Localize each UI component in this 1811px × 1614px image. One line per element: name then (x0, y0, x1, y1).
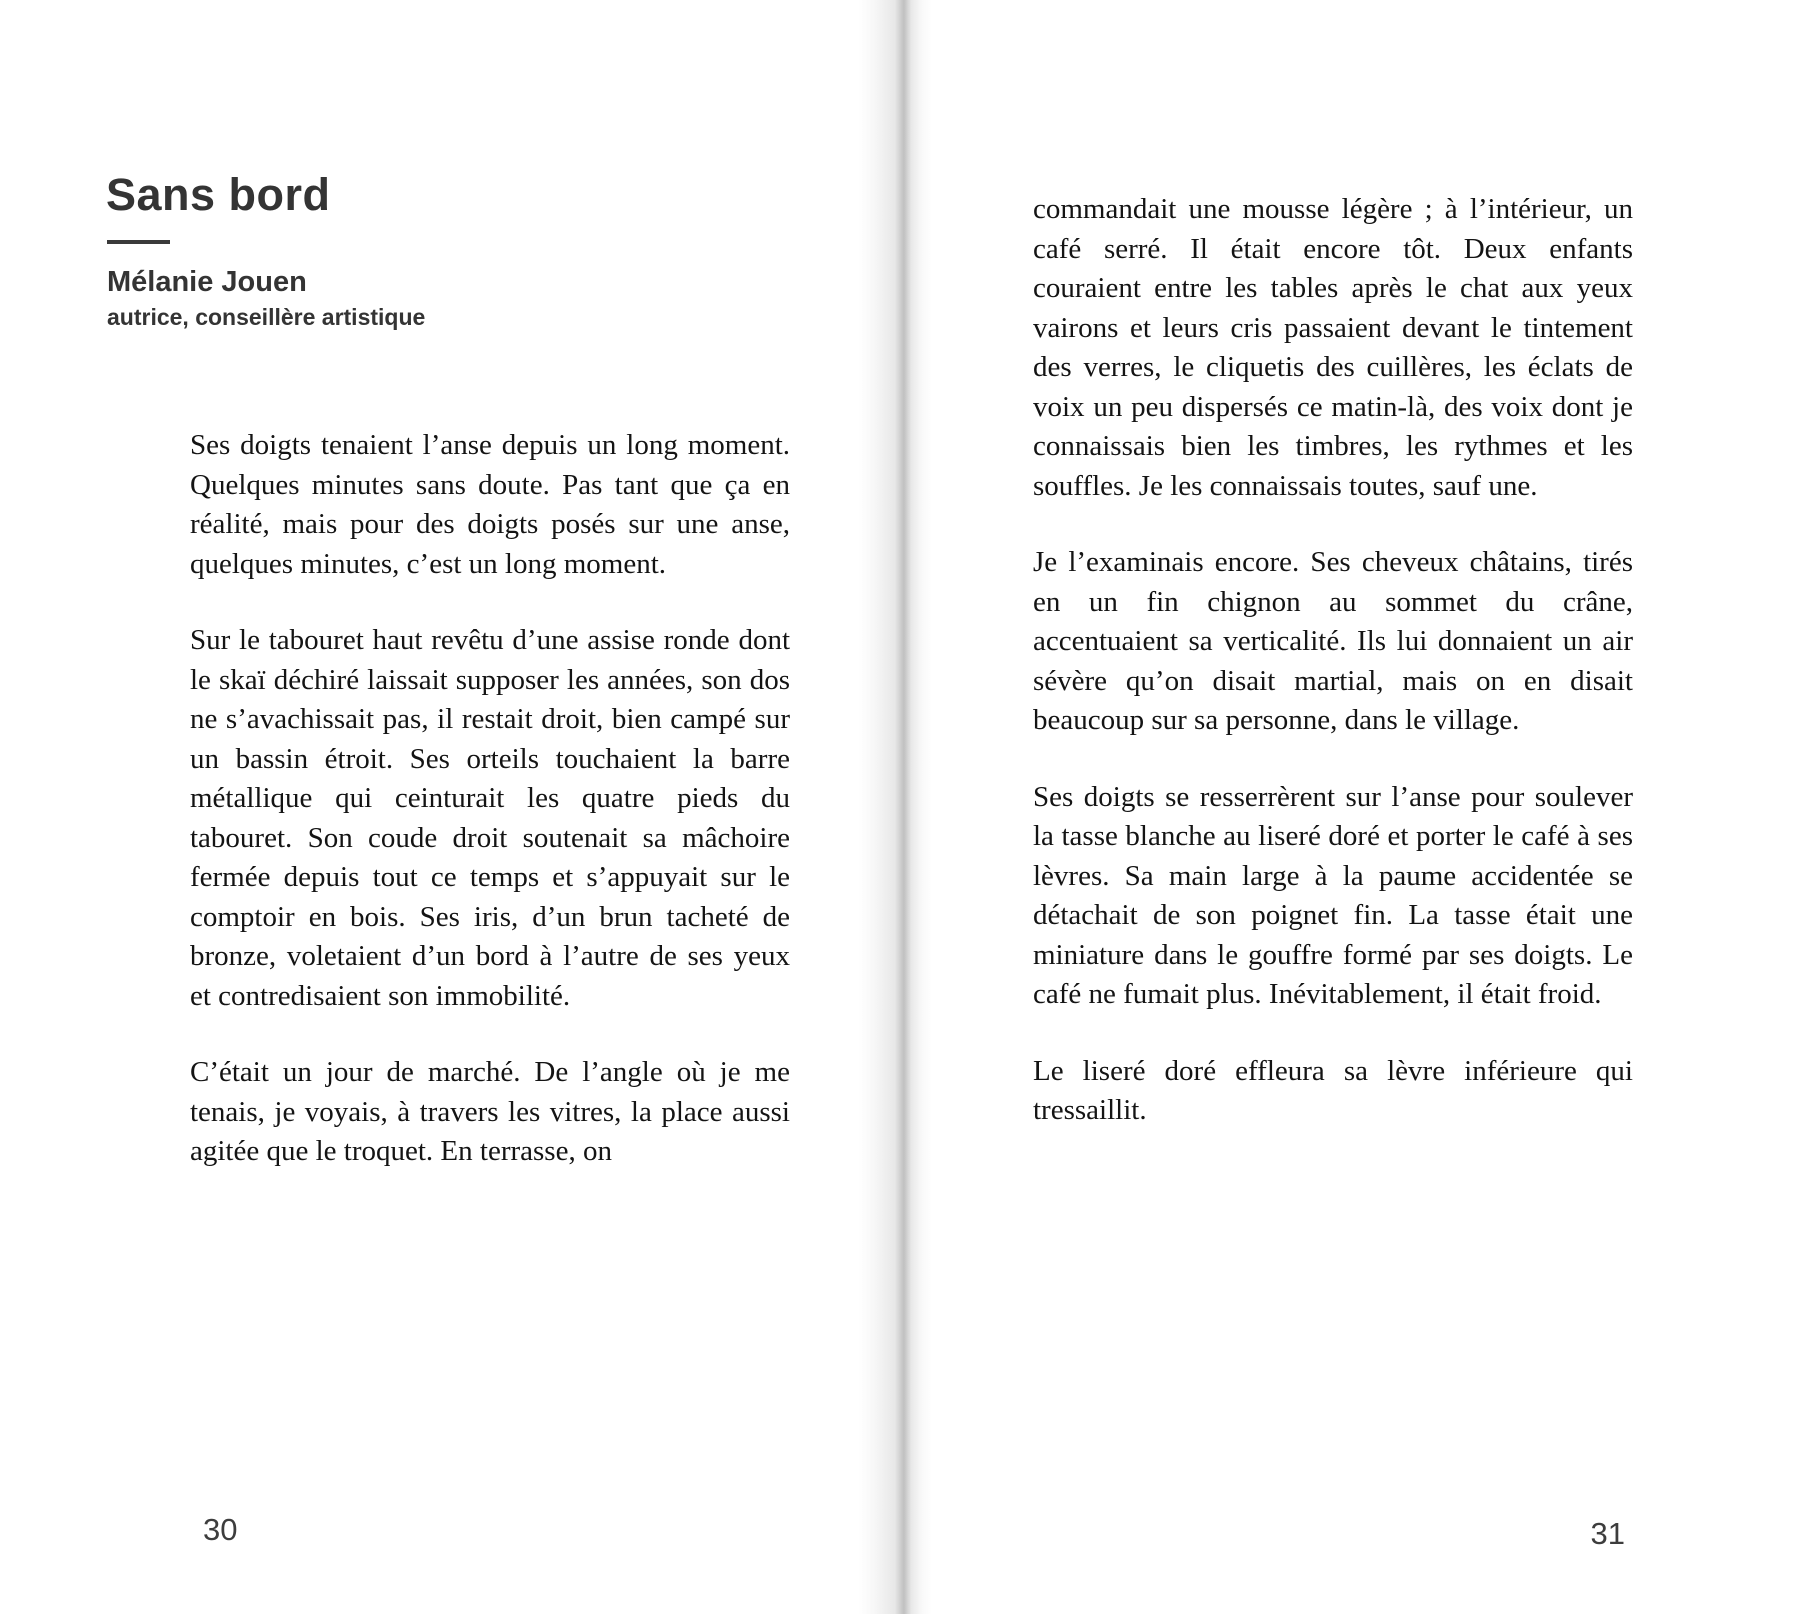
paragraph: Je l’examinais encore. Ses cheveux châtains, tirés en un fin chignon au sommet du crâne, accentuaient sa verticalité. Ils lui donnaient un air sévère qu’on disait martial, mais on en disait beaucoup sur sa personne, dans le village. (1033, 546, 1633, 736)
author-role: autrice, conseillère artistique (107, 304, 426, 330)
right-page-text-column (1033, 190, 1633, 1131)
book-gutter-shadow (858, 0, 932, 1614)
paragraph: C’était un jour de marché. De l’angle où je me tenais, je voyais, à travers les vitres, la place aussi agitée que le troquet. En terrasse, on (190, 1056, 790, 1167)
left-page-text-column (190, 426, 790, 1172)
paragraph: Ses doigts tenaient l’anse depuis un long moment. Quelques minutes sans doute. Pas tant que ça en réalité, mais pour des doigts posés sur une anse, quelques minutes, c’est un long moment. (190, 429, 790, 580)
author-name: Mélanie Jouen (107, 266, 307, 298)
paragraph: Ses doigts se resserrèrent sur l’anse pour soulever la tasse blanche au liseré doré et porter le café à ses lèvres. Sa main large à la paume accidentée se détachait de son poignet fin. La tasse était une miniature dans le gouffre formé par ses doigts. Le café ne fumait plus. Inévitablement, il était froid. (1033, 780, 1633, 1010)
paragraph: commandait une mousse légère ; à l’intérieur, un café serré. Il était encore tôt. Deux enfants couraient entre les tables après le chat aux yeux vairons et leurs cris passaient devant le tintement des verres, le cliquetis des cuillères, les éclats de voix un peu dispersés ce matin-là, des voix dont je connaissais bien les timbres, les rythmes et les souffles. Je les connaissais toutes, sauf une. (1033, 193, 1633, 502)
paragraph: Le liseré doré effleura sa lèvre inférieure qui tressaillit. (1033, 1054, 1633, 1126)
paragraph: Sur le tabouret haut revêtu d’une assise ronde dont le skaï déchiré laissait supposer les années, son dos ne s’avachissait pas, il restait droit, bien campé sur un bassin étroit. Ses orteils touchaient la barre métallique qui ceinturait les quatre pieds du tabouret. Son coude droit soutenait sa mâchoire fermée depuis tout ce temps et s’appuyait sur le comptoir en bois. Ses iris, d’un brun tacheté de bronze, voletaient d’un bord à l’autre de ses yeux et contredisaient son immobilité. (190, 624, 790, 1012)
right-page-number: 31 (1590, 1516, 1625, 1551)
left-page-number: 30 (203, 1512, 238, 1547)
title-rule-divider (107, 240, 170, 244)
page-title: Sans bord (106, 169, 331, 220)
